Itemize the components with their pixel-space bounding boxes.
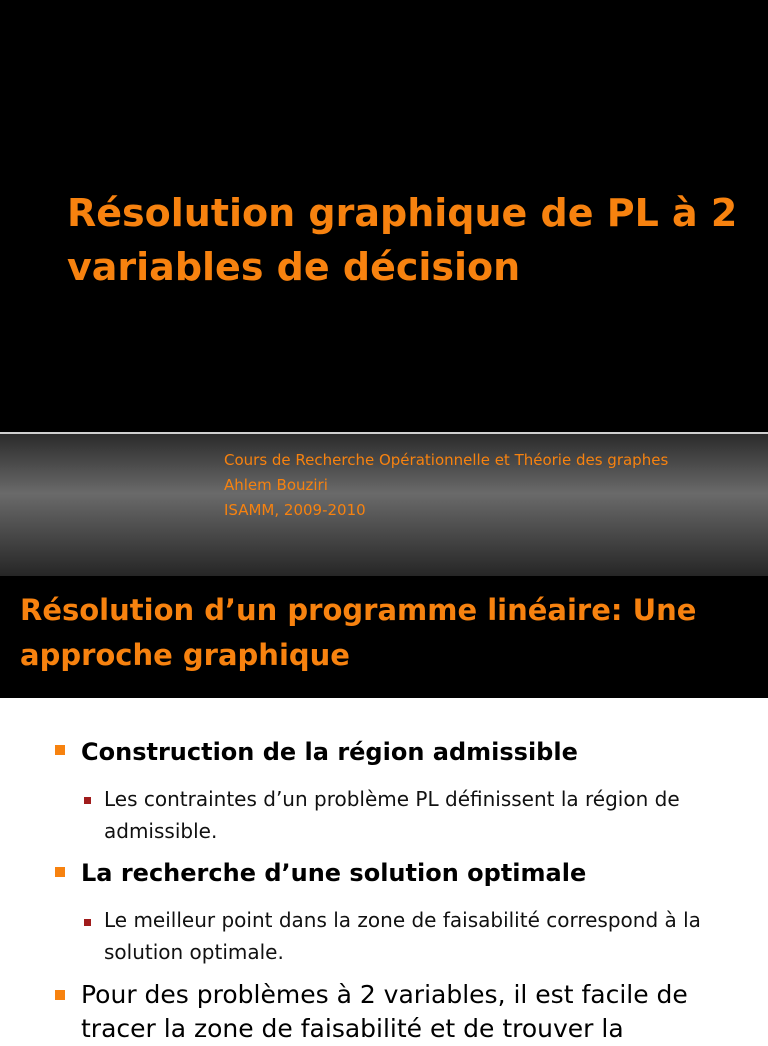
slide-subtitle [224,448,764,523]
bullet-item: La recherche d’une solution optimale [81,859,587,887]
institution-year: ISAMM, 2009-2010 [224,501,366,519]
bullet-item: Pour des problèmes à 2 variables, il est facile de tracer la zone de faisabilité et de trouver la [81,980,688,1043]
course-name: Cours de Recherche Opérationnelle et Théorie des graphes [224,451,669,469]
bullet-marker-icon [55,867,65,877]
bullet-item: Construction de la région admissible [81,738,578,766]
content-slide [0,576,768,1043]
bullet-marker-icon [55,745,65,755]
slide-header [0,576,768,698]
sub-bullet-item: Le meilleur point dans la zone de faisabilité correspond à la solution optimale. [104,908,701,964]
author-name: Ahlem Bouziri [224,476,328,494]
sub-bullet-item: Les contraintes d’un problème PL définissent la région de admissible. [104,787,680,843]
bullet-marker-icon [55,990,65,1000]
subtitle-band [0,432,768,576]
sub-bullet-marker-icon [84,797,91,804]
slide-title: Résolution d’un programme linéaire: Une approche graphique [20,593,697,672]
slide-title: Résolution graphique de PL à 2 variables de décision [67,191,738,289]
sub-bullet-marker-icon [84,919,91,926]
